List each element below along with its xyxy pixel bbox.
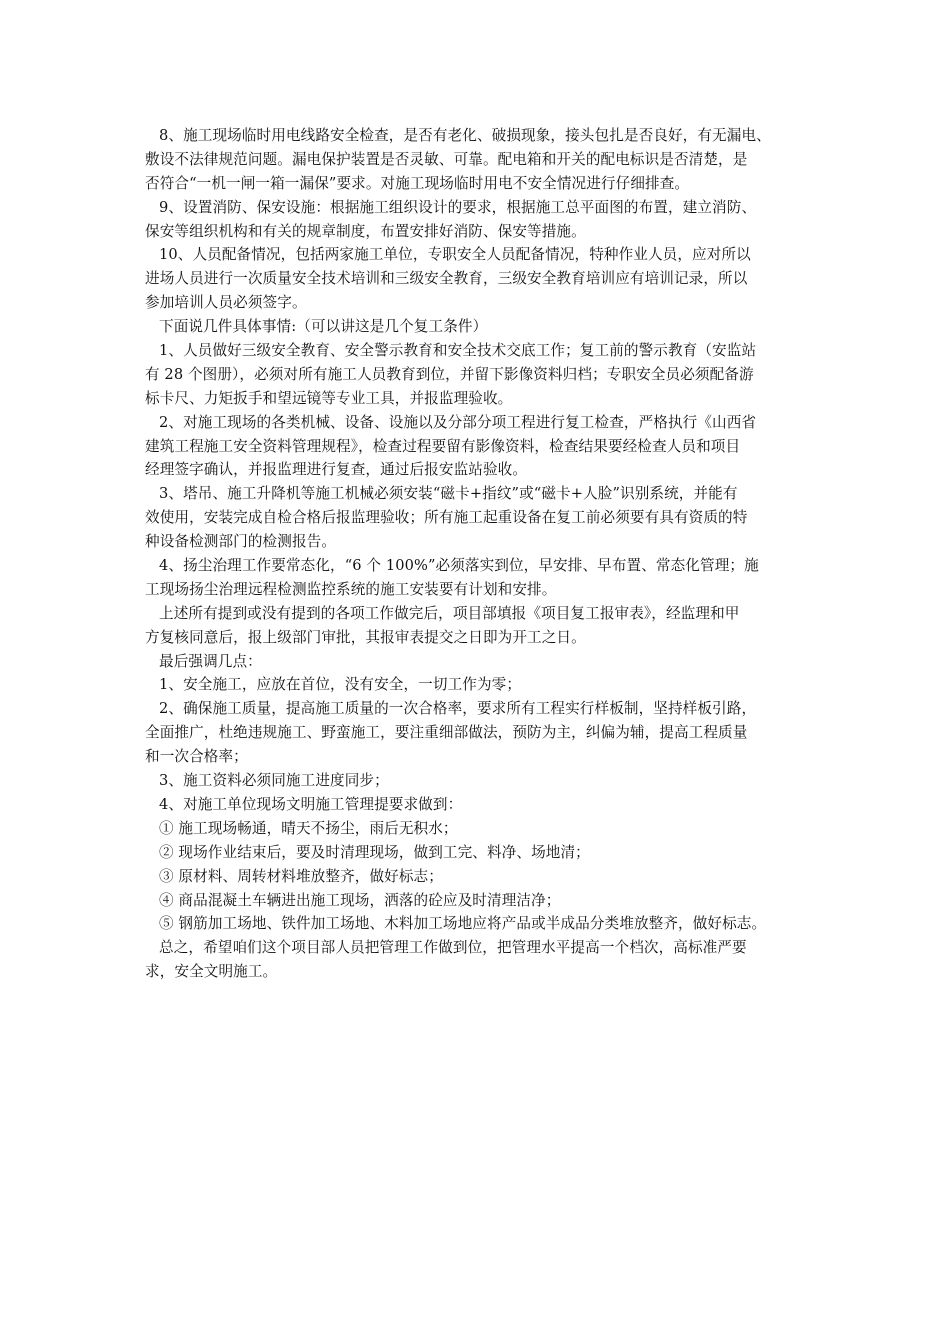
- text-line: 2、确保施工质量，提高施工质量的一次合格率，要求所有工程实行样板制，坚持样板引路，: [159, 700, 757, 718]
- text-line: 保安等组织机构和有关的规章制度，布置安排好消防、保安等措施。: [145, 222, 586, 240]
- text-line: 参加培训人员必须签字。: [145, 294, 307, 312]
- text-line: 敷设不法律规范问题。漏电保护装置是否灵敏、可靠。配电箱和开关的配电标识是否清楚，是: [145, 150, 748, 168]
- text-line: 标卡尺、力矩扳手和望远镜等专业工具，并报监理验收。: [145, 389, 513, 407]
- document-body: [145, 124, 815, 984]
- text-line: 全面推广，杜绝违规施工、野蛮施工，要注重细部做法，预防为主，纠偏为辅，提高工程质量: [145, 724, 748, 742]
- text-line: 上述所有提到或没有提到的各项工作做完后，项目部填报《项目复工报审表》，经监理和甲: [159, 604, 740, 622]
- text-line: 否符合“一机一闸一箱一漏保”要求。对施工现场临时用电不安全情况进行仔细排查。: [145, 174, 690, 192]
- text-line: 最后强调几点：: [159, 652, 262, 670]
- text-line: 进场人员进行一次质量安全技术培训和三级安全教育，三级安全教育培训应有培训记录，所以: [145, 270, 748, 288]
- text-line: 建筑工程施工安全资料管理规程》，检查过程要留有影像资料，检查结果要经检查人员和项目: [145, 437, 741, 455]
- text-line: 4、对施工单位现场文明施工管理提要求做到：: [159, 795, 463, 813]
- text-line: 4、扬尘治理工作要常态化，“6 个 100%”必须落实到位，早安排、早布置、常态化管理；施: [159, 557, 759, 575]
- text-line: 2、对施工现场的各类机械、设备、设施以及分部分项工程进行复工检查，严格执行《山西省: [159, 413, 757, 431]
- text-line: 8、施工现场临时用电线路安全检查，是否有老化、破损现象，接头包扎是否良好，有无漏电、: [159, 127, 771, 144]
- text-line: 总之，希望咱们这个项目部人员把管理工作做到位，把管理水平提高一个档次，高标准严要: [159, 939, 747, 957]
- text-line: ④ 商品混凝土车辆进出施工现场，洒落的砼应及时清理洁净；: [159, 891, 561, 909]
- text-line: 效使用，安装完成自检合格后报监理验收；所有施工起重设备在复工前必须要有具有资质的特: [145, 509, 748, 527]
- text-line: 9、设置消防、保安设施：根据施工组织设计的要求，根据施工总平面图的布置，建立消防、: [159, 198, 757, 216]
- text-line: 有 28 个图册），必须对所有施工人员教育到位，并留下影像资料归档；专职安全员必须配备游: [145, 365, 754, 383]
- text-line: ③ 原材料、周转材料堆放整齐，做好标志；: [159, 867, 443, 885]
- text-line: 下面说几件具体事情:（可以讲这是几个复工条件）: [159, 318, 488, 336]
- text-line: 1、人员做好三级安全教育、安全警示教育和安全技术交底工作；复工前的警示教育（安监站: [159, 342, 757, 360]
- text-line: 工现场扬尘治理远程检测监控系统的施工安装要有计划和安排。: [145, 580, 557, 598]
- text-line: ① 施工现场畅通，晴天不扬尘，雨后无积水；: [159, 819, 458, 837]
- text-line: 经理签字确认，并报监理进行复查，通过后报安监站验收。: [145, 461, 528, 479]
- text-line: 求，安全文明施工。: [145, 963, 278, 981]
- text-line: 和一次合格率；: [145, 748, 248, 766]
- text-line: 10、人员配备情况，包括两家施工单位，专职安全人员配备情况，特种作业人员，应对所以: [159, 246, 751, 264]
- text-line: ② 现场作业结束后，要及时清理现场，做到工完、料净、场地清；: [159, 843, 590, 861]
- text-line: 方复核同意后，报上级部门审批，其报审表提交之日即为开工之日。: [145, 628, 586, 646]
- text-line: 3、塔吊、施工升降机等施工机械必须安装“磁卡+指纹”或“磁卡+人脸”识别系统，并能有: [159, 485, 738, 503]
- text-line: 3、施工资料必须同施工进度同步；: [159, 772, 389, 790]
- text-line: 种设备检测部门的检测报告。: [145, 533, 337, 551]
- text-line: 1、安全施工，应放在首位，没有安全，一切工作为零；: [159, 676, 522, 694]
- text-line: ⑤ 钢筋加工场地、铁件加工场地、木料加工场地应将产品或半成品分类堆放整齐，做好标志。: [159, 915, 767, 933]
